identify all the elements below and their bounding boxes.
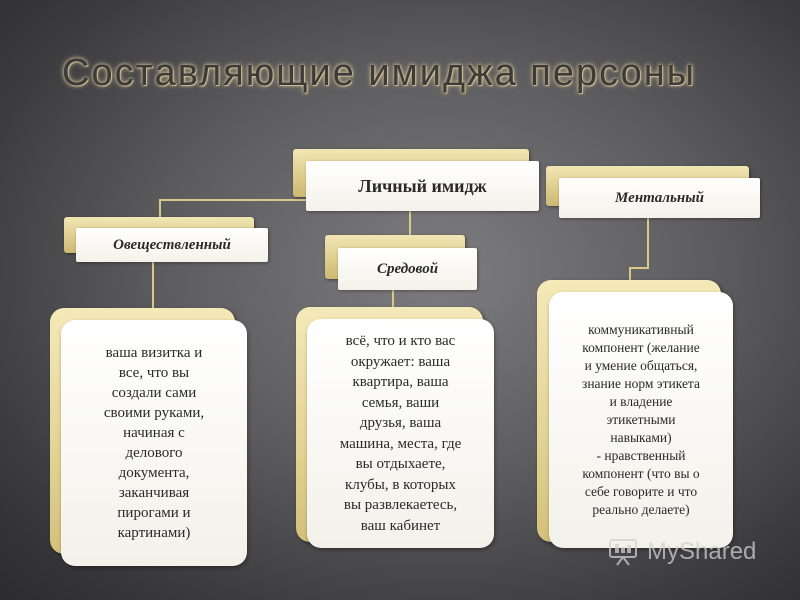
mental-card-text: коммуникативный компонент (желание и умение общаться, знание норм этикета и владение этикетными навыками) - нравственный компонент (что вы о себе говорите и что реально делаете) <box>582 322 700 517</box>
root-node-label: Личный имидж <box>358 175 487 196</box>
environmental-node <box>338 248 477 290</box>
environmental-card-text: всё, что и кто вас окружает: ваша квартира, ваша семья, ваши друзья, ваша машина, места, где вы отдыхаете, клубы, в которых вы развлекаетесь, ваш кабинет <box>339 333 462 534</box>
mental-card <box>549 292 733 548</box>
mental-node-label: Ментальный <box>615 189 704 206</box>
slide-title: Составляющие имиджа персоны <box>62 52 697 94</box>
materialized-node <box>76 228 268 262</box>
connector-mental-card <box>630 218 648 283</box>
environmental-node-label: Средовой <box>376 260 439 277</box>
watermark <box>607 537 756 567</box>
materialized-node-label: Овеществленный <box>113 236 231 253</box>
materialized-card <box>61 320 247 566</box>
environmental-card <box>307 319 494 548</box>
materialized-card-text: ваша визитка и все, что вы создали сами своими руками, начиная с делового документа, заканчивая пирогами и картинами) <box>103 345 205 541</box>
watermark-text: MyShared <box>647 538 757 565</box>
mental-node <box>559 178 760 218</box>
presentation-board-icon <box>607 537 641 567</box>
root-node <box>306 161 539 211</box>
